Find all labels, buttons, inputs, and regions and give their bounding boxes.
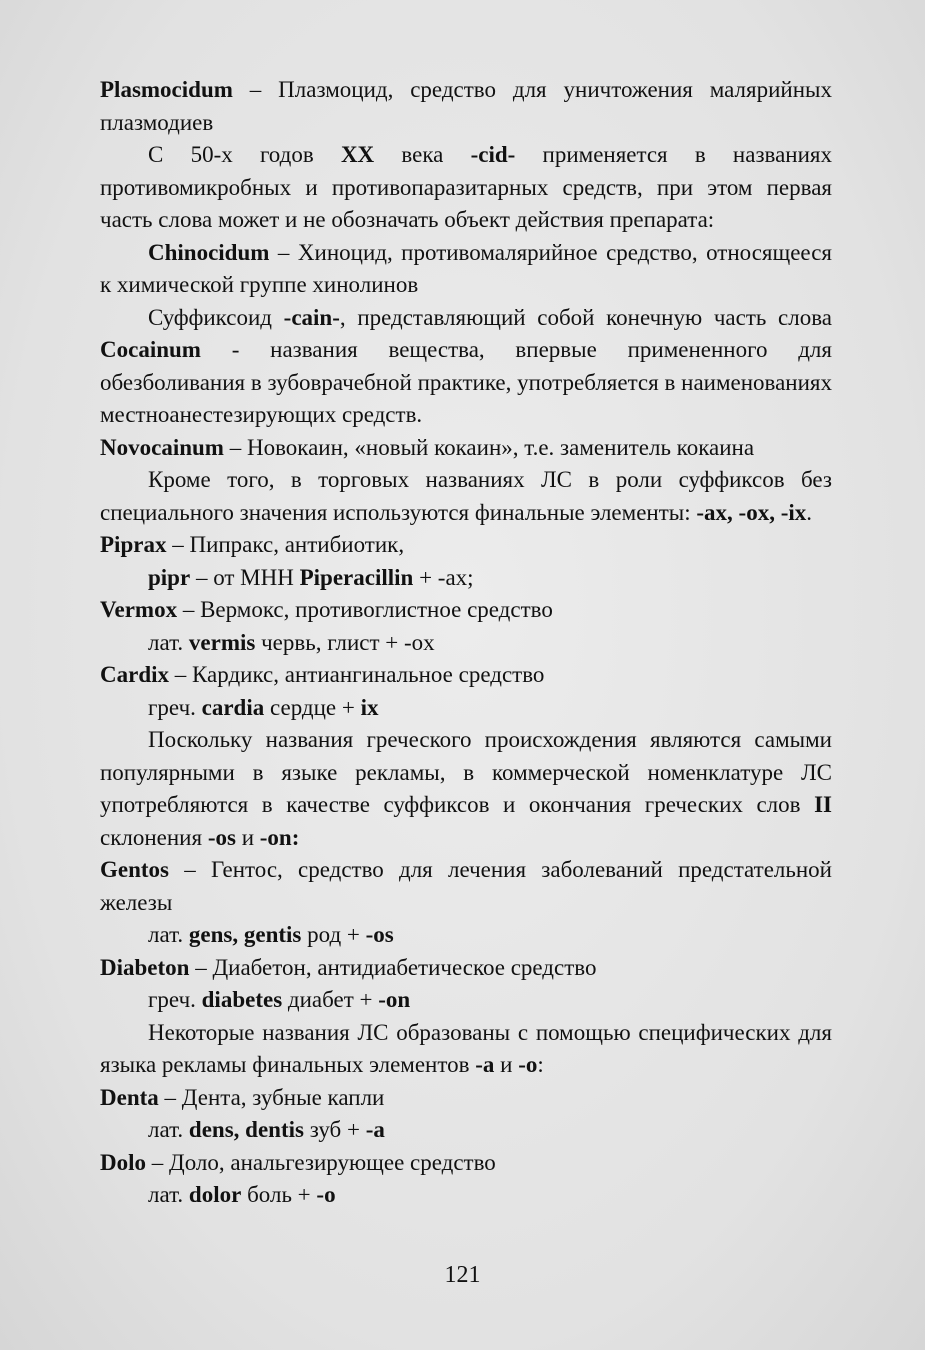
text-run: применяется в названиях противомикробных и противопаразитарных средств, при этом первая часть слова может и не обозначать объект действия препарата: [100,142,833,232]
term: XX [340,142,375,167]
text-run: диабет + [282,987,379,1012]
text-run: + -ax; [413,564,474,590]
entry-denta [100,1082,832,1115]
etymology-cardix [100,692,832,725]
text-run: лат. [148,922,189,947]
term: dens, dentis [188,1117,304,1142]
term: Cocainum [100,337,201,362]
text-run: Суффиксоид [148,304,284,330]
term: diabetes [201,987,283,1012]
term: -on [378,987,411,1012]
definition: – Хиноцид, противомалярийное средство, относящееся к химической группе хинолинов [100,239,832,297]
etymology-diabeton [100,984,832,1017]
text-run: Некоторые названия ЛС образованы с помощью специфических для языка рекламы финальных элементов [100,1019,832,1077]
definition: – Доло, анальгезирующее средство [146,1149,496,1175]
term: -on: [259,824,300,850]
paragraph-cain [100,302,832,432]
text-run: С 50-х годов [148,142,341,167]
definition: – Кардикс, антиангинальное средство [169,662,545,687]
etymology-piprax [100,562,832,595]
term: -o [518,1052,538,1077]
text-run: род + [301,922,366,947]
term: Chinocidum [148,239,270,265]
term: -os [365,922,394,947]
definition: – Диабетон, антидиабетическое средство [189,954,597,980]
definition: – Плазмоцид, средство для уничтожения малярийных плазмодиев [100,77,832,135]
term: ix [360,694,379,720]
text-run: - названия вещества, впервые примененного для обезболивания в зубоврачебной практике, употребляется в наименованиях местноанестезирующих средств. [100,337,832,427]
text-run: лат. [148,629,189,655]
term: Dolo [100,1149,146,1175]
text-run: склонения [100,824,208,850]
term: Novocainum [100,434,224,460]
entry-cardix [100,659,832,692]
text-run: греч. [148,987,202,1012]
entry-dolo [100,1147,832,1180]
term: -os [207,824,236,850]
text-run: Кроме того, в торговых названиях ЛС в роли суффиксов без специального значения используются финальные элементы: [100,467,832,525]
term: Cardix [100,662,169,687]
term: pipr [148,564,191,590]
term: Piperacillin [299,564,414,590]
page-number: 121 [444,1262,481,1288]
text-run: века [374,142,471,167]
paragraph-cid [100,139,832,237]
paragraph-a-o-endings [100,1017,832,1082]
term: gens, gentis [188,922,302,947]
text-run: Поскольку названия греческого происхождения являются самыми популярными в языке рекламы, в коммерческой номенклатуре ЛС употребляются в качестве суффиксов и окончания греческих слов [100,727,832,817]
term: -o [316,1182,336,1207]
definition: – Гентос, средство для лечения заболеваний предстательной железы [100,857,832,915]
term: Gentos [100,857,169,882]
term: -cain- [283,304,340,330]
entry-piprax [100,529,832,562]
term: Denta [100,1084,159,1110]
etymology-dolo [100,1179,832,1212]
term: vermis [188,629,256,655]
text-run: – от МНН [190,564,300,590]
entry-gentos [100,854,832,919]
text-run: , представляющий собой конечную часть слова [339,304,832,330]
paragraph-final-elements [100,464,832,529]
definition: – Вермокс, противоглистное средство [177,597,553,622]
page-body [100,74,832,1212]
term: cardia [201,694,265,720]
text-run: зуб + [303,1117,366,1142]
text-run: и [235,824,260,850]
text-run: и [494,1052,519,1077]
entry-vermox [100,594,832,627]
term: Piprax [100,532,167,557]
term: Vermox [100,597,178,622]
definition: – Пипракс, антибиотик, [166,532,405,557]
term: Diabeton [100,954,190,980]
term: Plasmocidum [100,77,233,102]
term: -cid- [470,142,516,167]
term: II [814,792,832,817]
etymology-gentos [100,919,832,952]
text-run: лат. [148,1182,189,1207]
term: -a [365,1117,385,1142]
text-run: лат. [148,1117,189,1142]
term: -ax, -ox, -ix [696,499,807,525]
paragraph-greek-endings [100,724,832,854]
text-run: боль + [241,1182,317,1207]
text-run: червь, глист + -ox [255,629,435,655]
text-run: . [806,499,812,525]
entry-diabeton [100,952,832,985]
term: -a [475,1052,495,1077]
term: dolor [188,1182,242,1207]
entry-plasmocidum [100,74,832,139]
text-run: сердце + [264,694,361,720]
entry-novocainum [100,432,832,465]
etymology-vermox [100,627,832,660]
entry-chinocidum [100,237,832,302]
definition: – Новокаин, «новый кокаин», т.е. заменитель кокаина [223,434,755,460]
text-run: : [537,1052,544,1077]
text-run: греч. [148,694,202,720]
etymology-denta [100,1114,832,1147]
definition: – Дента, зубные капли [158,1084,385,1110]
